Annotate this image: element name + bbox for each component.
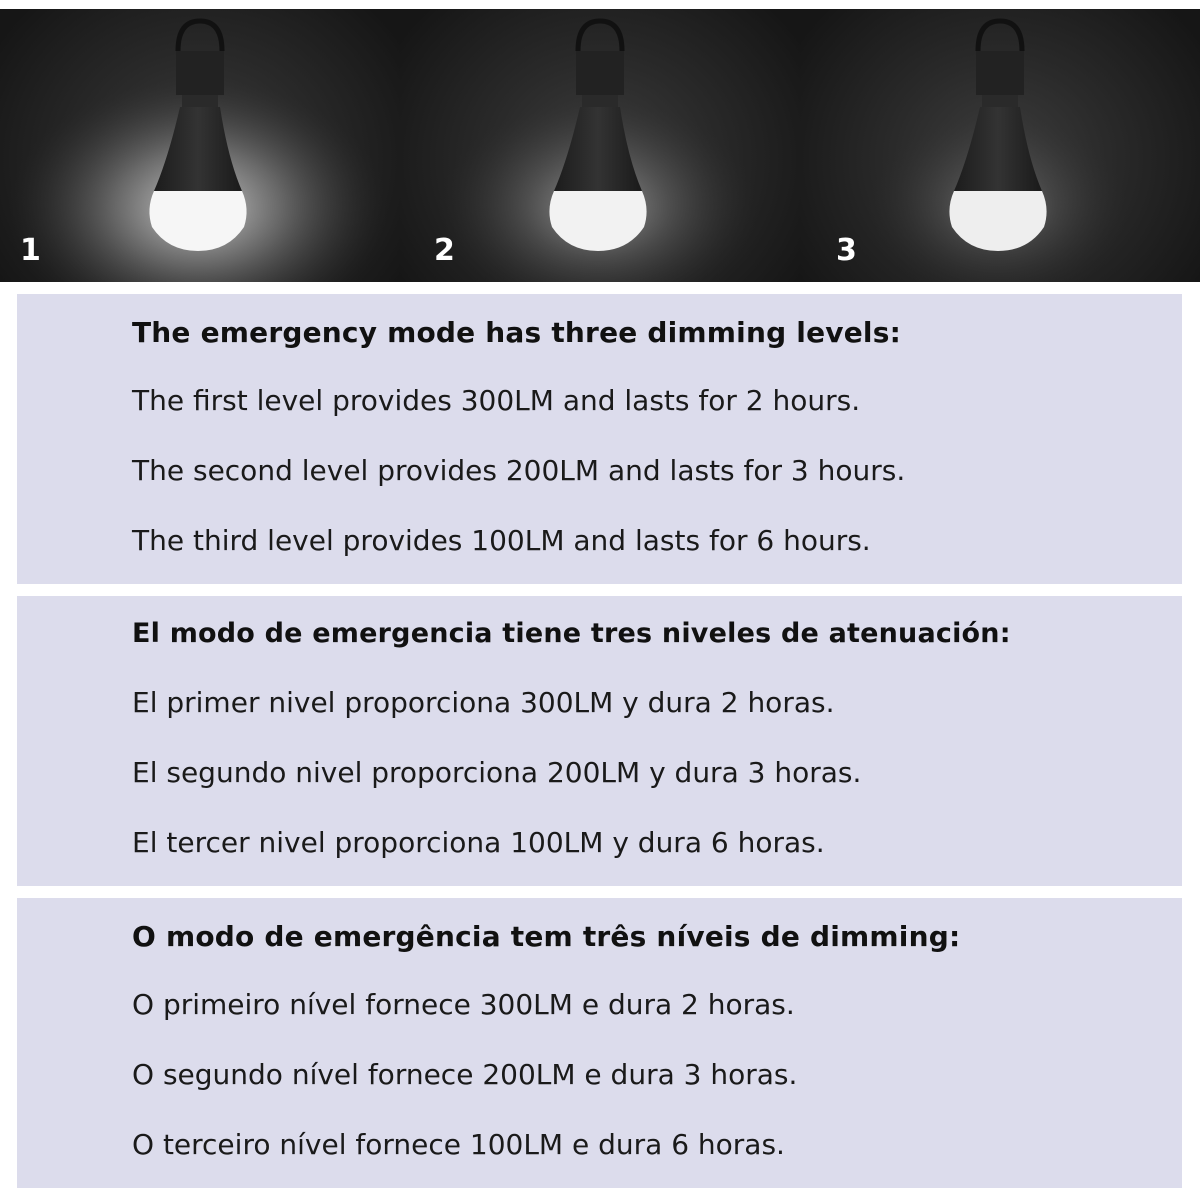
english-info-box bbox=[17, 294, 1182, 584]
bulb-photo-strip bbox=[0, 9, 1200, 282]
spanish-line-1: El primer nivel proporciona 300LM y dura 2 horas. bbox=[132, 686, 835, 719]
portuguese-title: O modo de emergência tem três níveis de dimming: bbox=[132, 920, 961, 953]
spanish-line-2: El segundo nivel proporciona 200LM y dura 3 horas. bbox=[132, 756, 862, 789]
bulb-photo-level-2 bbox=[400, 9, 800, 282]
spanish-info-box bbox=[17, 596, 1182, 886]
bulb-photo-level-1 bbox=[0, 9, 400, 282]
spanish-title: El modo de emergencia tiene tres niveles de atenuación: bbox=[132, 618, 1011, 649]
english-line-1: The first level provides 300LM and lasts for 2 hours. bbox=[132, 384, 861, 417]
portuguese-line-1: O primeiro nível fornece 300LM e dura 2 horas. bbox=[132, 988, 795, 1021]
light-bulb-image-3 bbox=[800, 9, 1200, 282]
level-number-2: 2 bbox=[434, 233, 455, 268]
portuguese-line-2: O segundo nível fornece 200LM e dura 3 horas. bbox=[132, 1058, 798, 1091]
spanish-line-3: El tercer nivel proporciona 100LM y dura 6 horas. bbox=[132, 826, 825, 859]
level-number-1: 1 bbox=[20, 233, 41, 268]
portuguese-info-box bbox=[17, 898, 1182, 1188]
english-title: The emergency mode has three dimming levels: bbox=[132, 316, 901, 349]
light-bulb-image-1 bbox=[0, 9, 400, 282]
light-bulb-image-2 bbox=[400, 9, 800, 282]
bulb-photo-level-3 bbox=[800, 9, 1200, 282]
english-line-2: The second level provides 200LM and lasts for 3 hours. bbox=[132, 454, 906, 487]
english-line-3: The third level provides 100LM and lasts for 6 hours. bbox=[132, 524, 871, 557]
portuguese-line-3: O terceiro nível fornece 100LM e dura 6 horas. bbox=[132, 1128, 785, 1161]
level-number-3: 3 bbox=[836, 233, 857, 268]
